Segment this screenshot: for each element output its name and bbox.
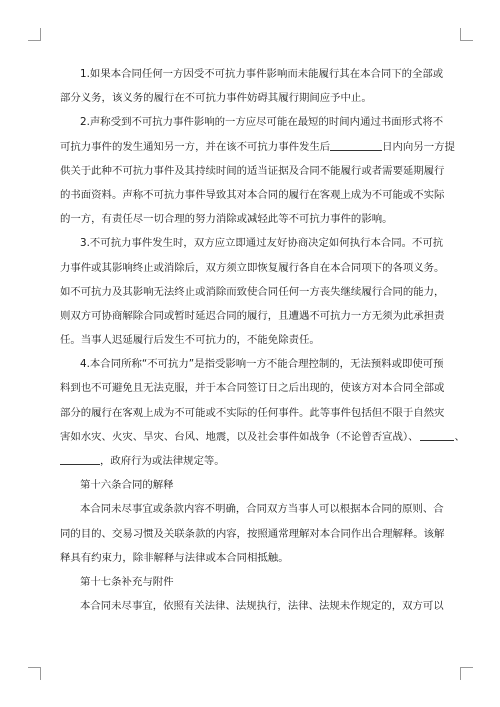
item1-line2: 部分义务，该义务的履行在不可抗力事件妨碍其履行期间应予中止。 bbox=[60, 92, 372, 105]
item3-line4: 则双方可协商解除合同或暂时延迟合同的履行，且遭遇不可抗力一方无须为此承担责 bbox=[60, 309, 445, 322]
item2-line5: 的一方，有责任尽一切合理的努力消除或减轻此等不可抗力事件的影响。 bbox=[60, 213, 393, 226]
document-body bbox=[60, 62, 465, 618]
item3-line3: 如不可抗力及其影响无法终止或消除而致使合同任何一方丧失继续履行合同的能力， bbox=[60, 285, 445, 298]
article16-line1: 本合同未尽事宜或条款内容不明确，合同双方当事人可以根据本合同的原则、合 bbox=[80, 503, 444, 516]
item4-line4 bbox=[60, 425, 465, 449]
item2-line2-text-b: 日内向另一方提 bbox=[382, 140, 455, 153]
article17-line1: 本合同未尽事宜，依照有关法律、法规执行，法律、法规未作规定的，双方可以 bbox=[80, 600, 444, 613]
item4-line1: 4.本合同所称“不可抗力”是指受影响一方不能合理控制的，无法预料或即使可预 bbox=[80, 358, 444, 371]
item3-line1: 3.不可抗力事件发生时，双方应立即通过友好协商决定如何执行本合同。不可抗 bbox=[80, 237, 444, 250]
article17-heading: 第十七条补充与附件 bbox=[80, 575, 174, 588]
item1-line1: 1.如果本合同任何一方因受不可抗力事件影响而未能履行其在本合同下的全部或 bbox=[80, 68, 444, 80]
item2-line2 bbox=[60, 135, 455, 159]
item4-line2: 料到也不可避免且无法克服，并于本合同签订日之后出现的，使该方对本合同全部或 bbox=[60, 382, 445, 395]
item4-line5-text: ，政府行为或法律规定等。 bbox=[100, 455, 225, 467]
item4-line3: 部分的履行在客观上成为不可能或不实际的任何事件。此等事件包括但不限于自然灾 bbox=[60, 406, 445, 419]
item2-line2-text-a: 可抗力事件的发生通知另一方，并在该不可抗力事件发生后 bbox=[60, 140, 331, 153]
event-blank-1 bbox=[420, 430, 454, 441]
days-blank bbox=[330, 140, 382, 151]
item4-line4-sep: 、 bbox=[454, 430, 465, 443]
item2-line3: 供关于此种不可抗力事件及其持续时间的适当证据及合同不能履行或者需要延期履行 bbox=[60, 164, 445, 177]
item3-line2: 力事件或其影响终止或消除后，双方须立即恢复履行各自在本合同项下的各项义务。 bbox=[60, 261, 445, 274]
article16-line3: 释具有约束力，除非解释与法律或本合同相抵触。 bbox=[60, 551, 289, 564]
article16-heading: 第十六条合同的解释 bbox=[80, 479, 174, 492]
crop-mark-bottom-left bbox=[28, 667, 41, 680]
crop-mark-bottom-right bbox=[460, 667, 473, 680]
item4-line5 bbox=[60, 449, 441, 473]
article16-line2: 同的目的、交易习惯及关联条款的内容，按照通常理解对本合同作出合理解释。该解 bbox=[60, 527, 445, 540]
crop-mark-top-right bbox=[460, 28, 473, 41]
crop-mark-top-left bbox=[28, 28, 41, 41]
item2-line1: 2.声称受到不可抗力事件影响的一方应尽可能在最短的时间内通过书面形式将不 bbox=[80, 116, 444, 129]
item4-line4-text: 害如水灾、火灾、旱灾、台风、地震，以及社会事件如战争（不论曾否宣战）、 bbox=[60, 430, 419, 443]
event-blank-2 bbox=[60, 454, 100, 465]
item3-line5: 任。当事人迟延履行后发生不可抗力的，不能免除责任。 bbox=[60, 334, 320, 347]
item2-line4: 的书面资料。声称不可抗力事件导致其对本合同的履行在客观上成为不可能或不实际 bbox=[60, 188, 445, 201]
